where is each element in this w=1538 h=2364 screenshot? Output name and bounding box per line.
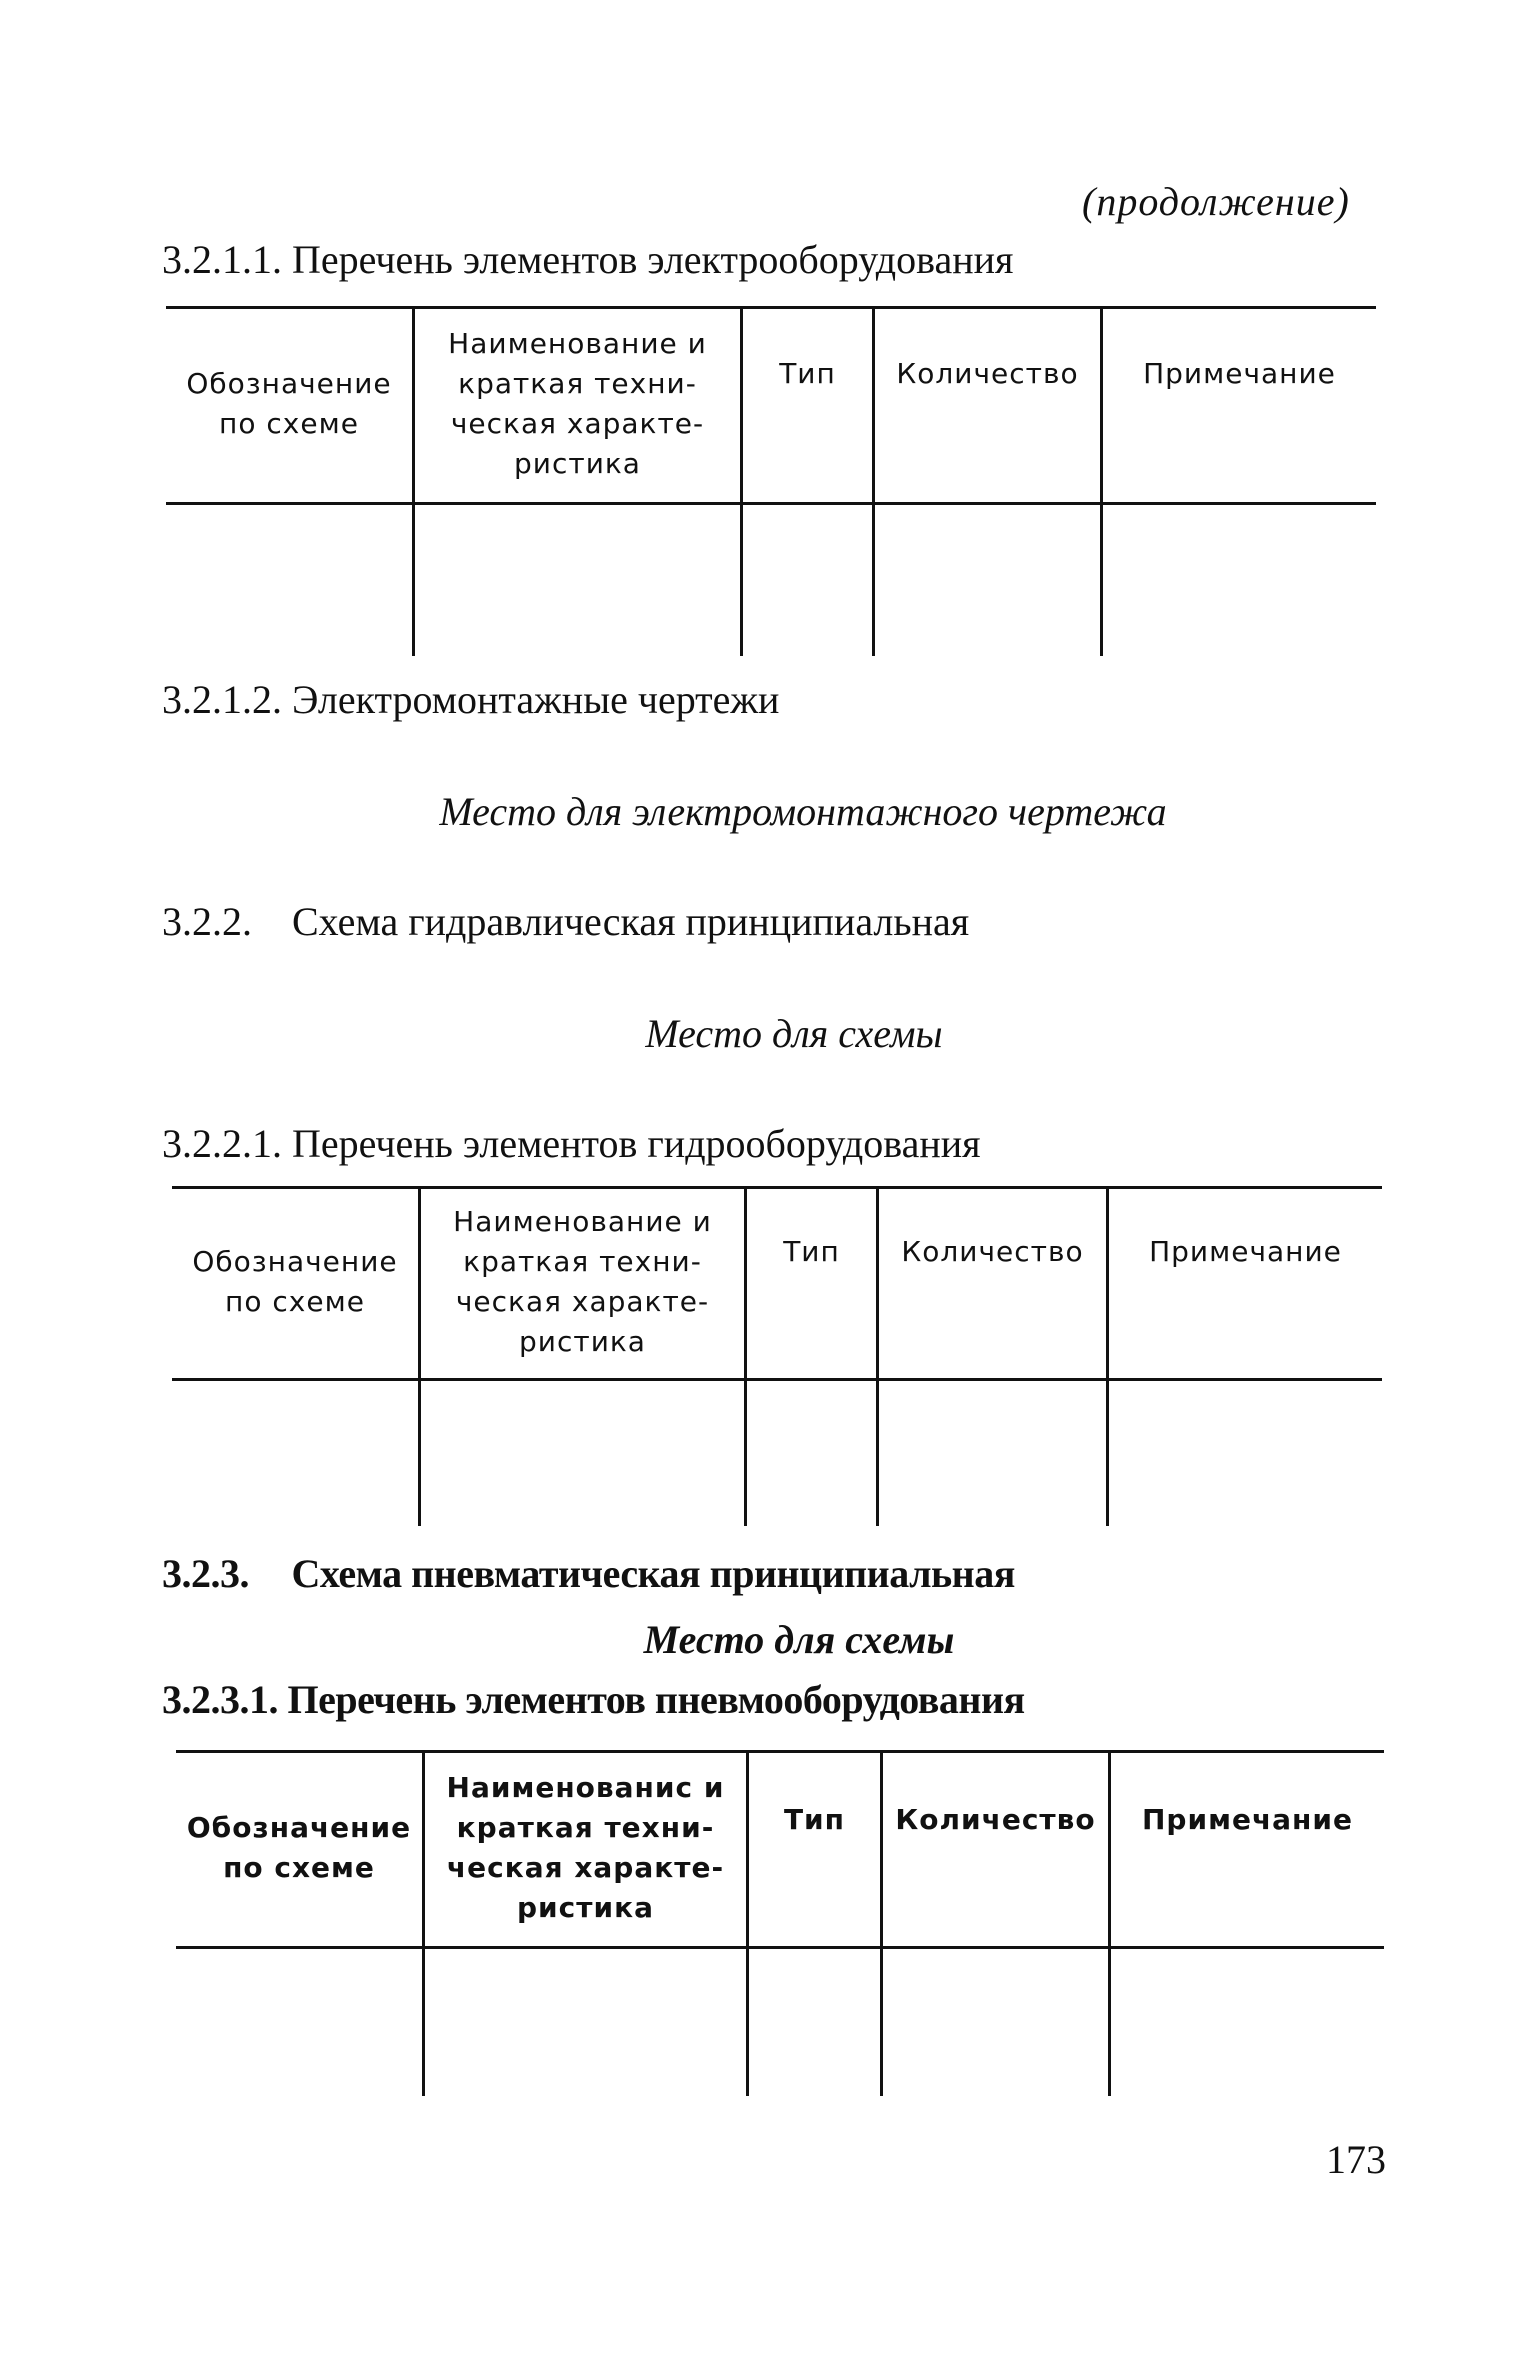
diagram-placeholder: Место для схемы <box>643 1617 955 1662</box>
drawing-placeholder: Место для электромонтажного чертежа <box>439 789 1167 834</box>
header-cell-note: Примечание <box>1143 357 1336 390</box>
section-title: Перечень элементов электрооборудования <box>292 237 1014 282</box>
header-cell-designation: Обозначение по схеме <box>186 367 392 440</box>
section-heading <box>162 236 1013 283</box>
section-number: 3.2.3.1. <box>162 1677 278 1722</box>
header-cell-quantity: Количество <box>901 1235 1084 1268</box>
section-number: 3.2.2. <box>162 899 252 944</box>
header-cell-quantity: Количество <box>895 1803 1096 1836</box>
section-heading <box>162 676 779 723</box>
header-cell-note: Примечание <box>1149 1235 1342 1268</box>
section-heading <box>162 1676 1025 1723</box>
header-cell-note: Примечание <box>1141 1803 1354 1836</box>
equipment-table-electrical <box>166 306 1376 656</box>
table-header-rule <box>166 502 1376 505</box>
page-number: 173 <box>1326 2137 1386 2182</box>
section-number: 3.2.1.2. <box>162 677 282 722</box>
section-number: 3.2.1.1. <box>162 237 282 282</box>
header-cell-name: Наименование и краткая техни- ческая характе- ристика <box>453 1205 712 1358</box>
header-cell-designation: Обозначение по схеме <box>192 1245 398 1318</box>
table-header-rule <box>172 1378 1382 1381</box>
section-title: Перечень элементов пневмооборудования <box>287 1677 1025 1722</box>
equipment-table-hydraulic <box>172 1186 1382 1526</box>
equipment-table-pneumatic <box>176 1750 1384 2096</box>
section-title: Электромонтажные чертежи <box>292 677 780 722</box>
section-number: 3.2.2.1. <box>162 1121 282 1166</box>
header-cell-quantity: Количество <box>896 357 1079 390</box>
header-cell-type: Тип <box>783 1235 840 1268</box>
section-title: Перечень элементов гидрооборудования <box>292 1121 981 1166</box>
section-heading <box>162 1550 1015 1597</box>
section-heading <box>162 898 969 945</box>
header-cell-name: Наименование и краткая техни- ческая характе- ристика <box>448 327 707 480</box>
continuation-label: (продолжение) <box>1082 179 1350 224</box>
header-cell-name: Наименованис и краткая техни- ческая характе- ристика <box>446 1771 725 1924</box>
section-number: 3.2.3. <box>162 1551 249 1596</box>
header-cell-designation: Обозначение по схеме <box>186 1811 412 1884</box>
header-cell-type: Тип <box>783 1803 846 1836</box>
diagram-placeholder: Место для схемы <box>645 1011 943 1056</box>
table-header-rule <box>176 1946 1384 1949</box>
section-title: Схема гидравлическая принципиальная <box>292 899 970 944</box>
section-title: Схема пневматическая принципиальная <box>291 1551 1015 1596</box>
section-heading <box>162 1120 981 1167</box>
header-cell-type: Тип <box>779 357 836 390</box>
